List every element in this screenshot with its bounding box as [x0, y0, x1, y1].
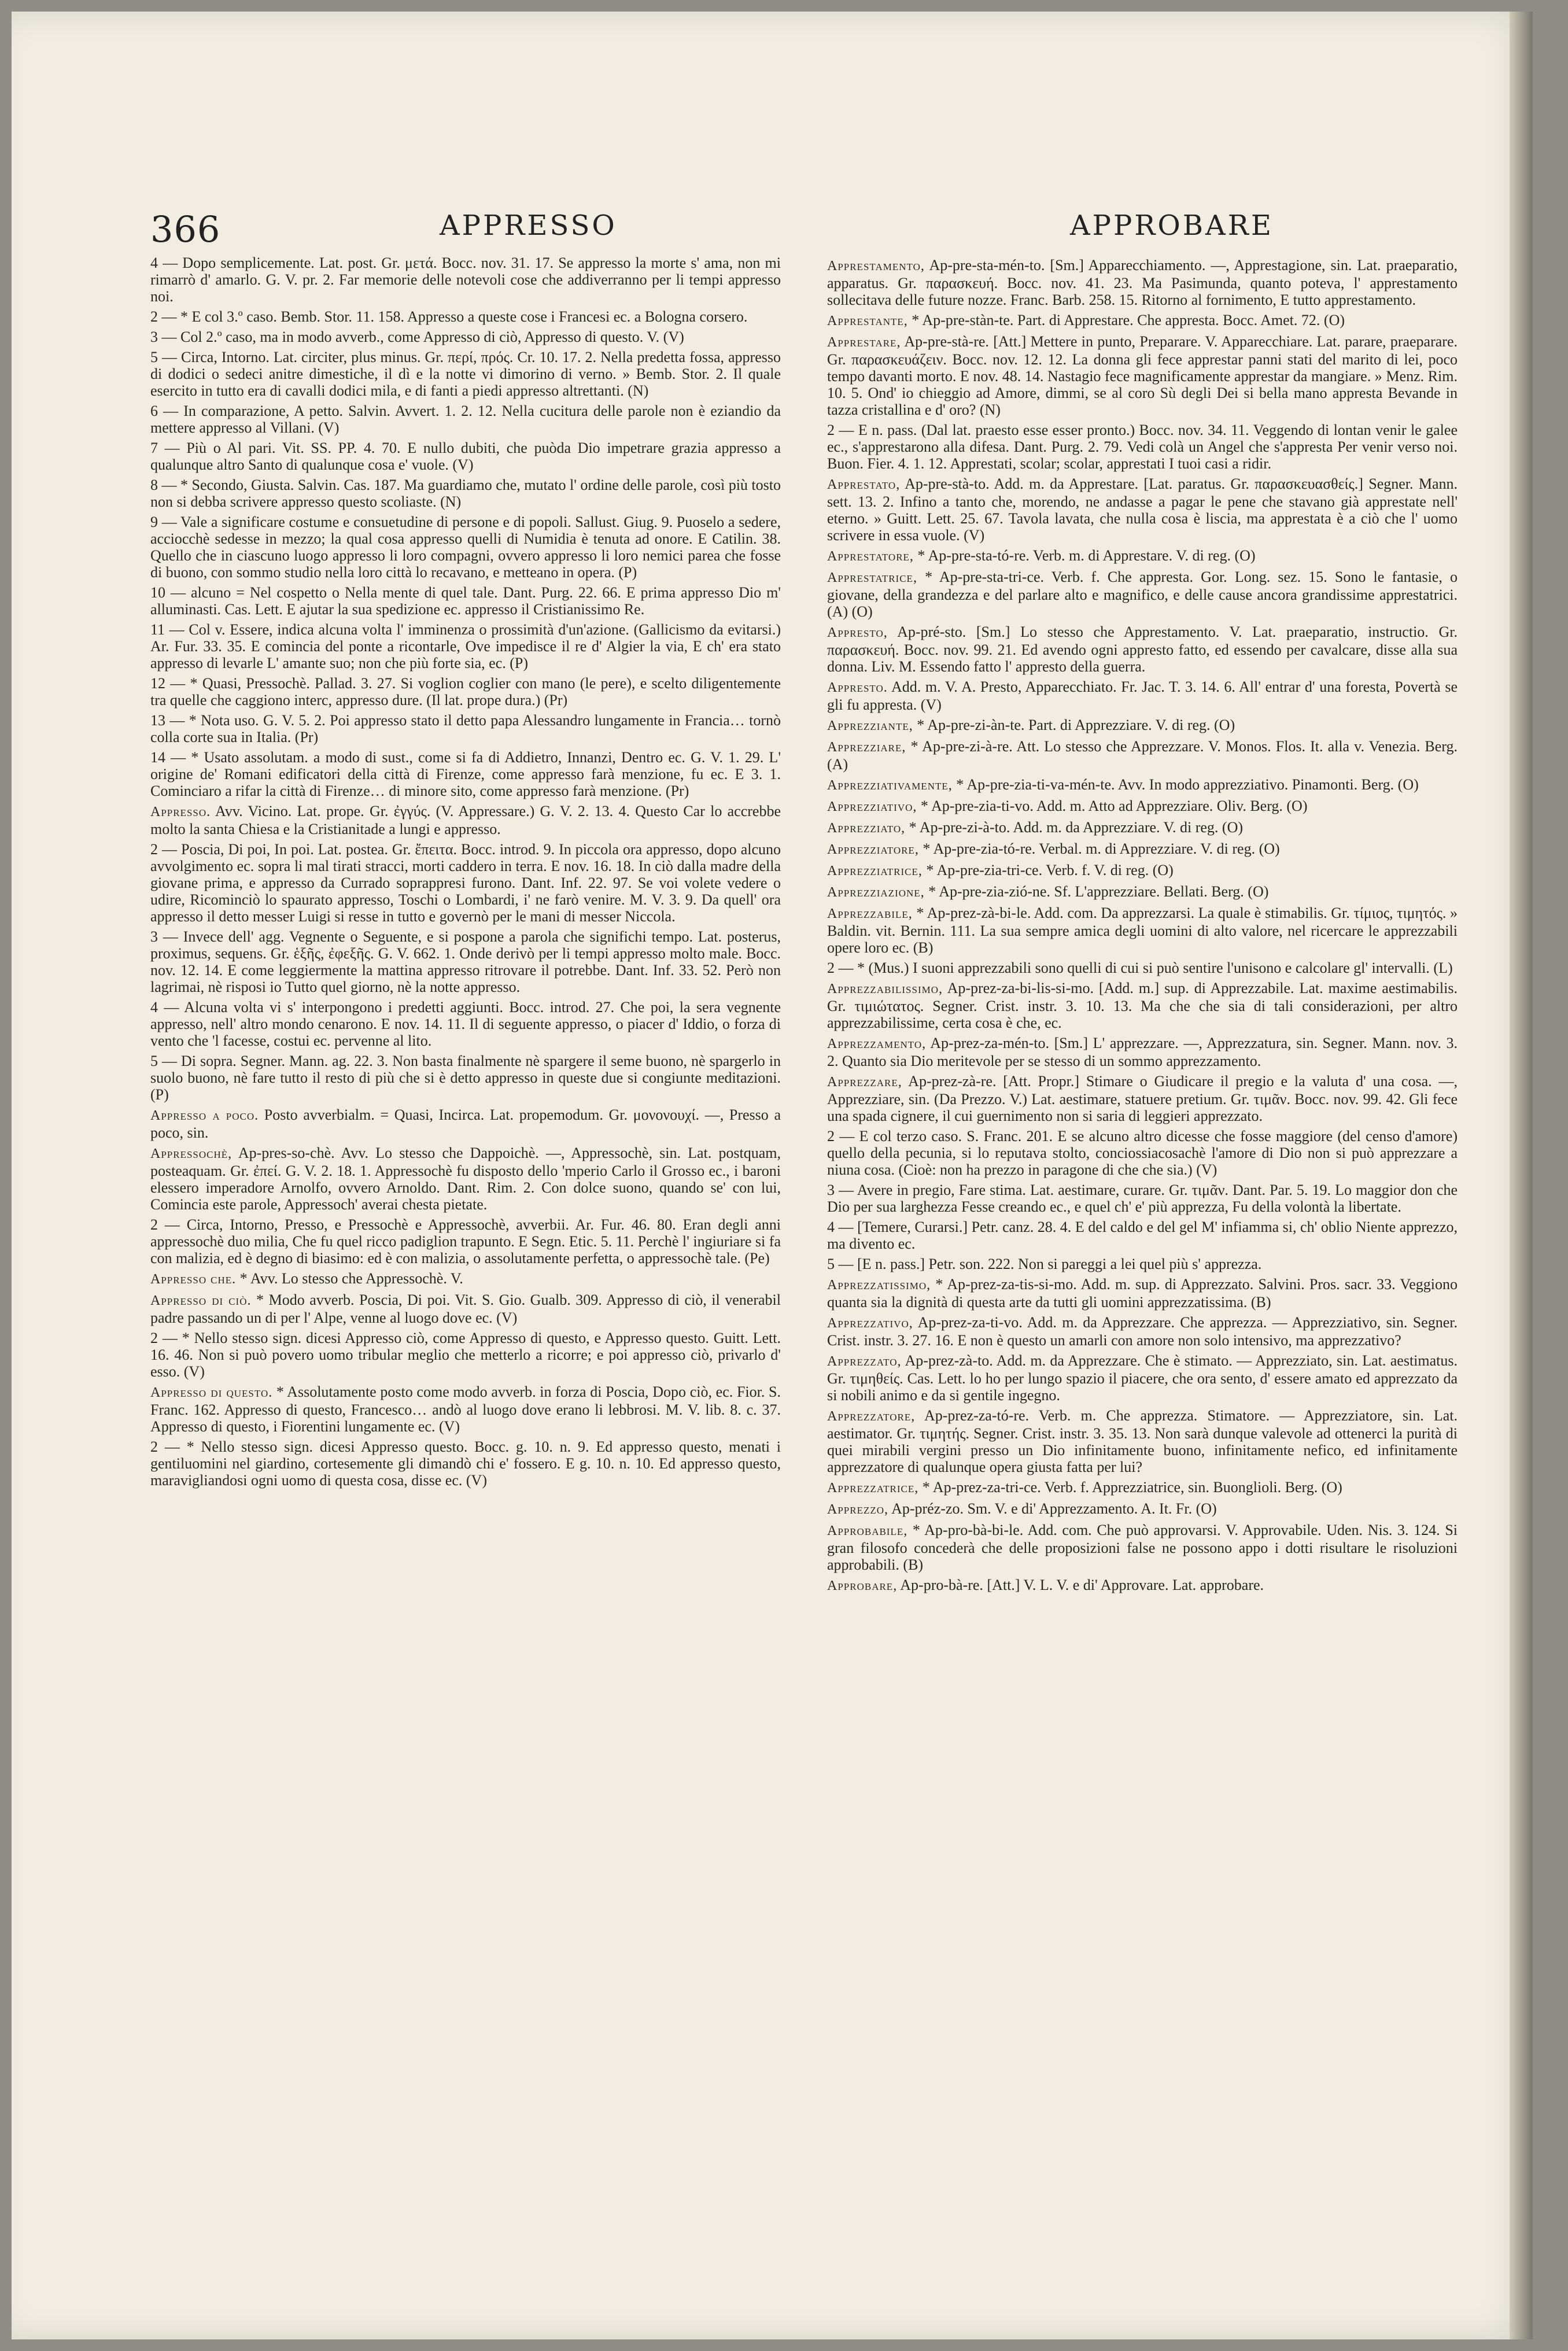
entry-headword: Appresso.: [150, 804, 211, 820]
dictionary-entry: [150, 675, 781, 708]
entry-text: * Modo avverb. Poscia, Di poi. Vit. S. Gio. Gualb. 309. Appresso di ciò, il venerabil padre passando un di per l' Alpe, venne al luogo dove ec. (V): [150, 1291, 781, 1326]
entry-text: * Assolutamente posto come modo avverb. in forza di Poscia, Dopo ciò, ec. Fior. S. Franc. 162. Appresso di questo, Francesco… andò al luogo dove erano li lebbrosi. M. V. lib. 8. c. 37. Appresso di questo, i Fiorentini lungamente ec. (V): [150, 1383, 781, 1435]
entry-text: * Avv. Lo stesso che Appressochè. V.: [239, 1270, 463, 1287]
dictionary-entry: [827, 475, 1458, 544]
entry-text: 6 — In comparazione, A petto. Salvin. Avvert. 1. 2. 12. Nella cucitura delle parole non è eziandio da mettere appresso al Villani. (V): [150, 403, 781, 436]
page-binding-shadow: [1510, 12, 1533, 2339]
entry-text: Posto avverbialm. = Quasi, Incirca. Lat. propemodum. Gr. μονονουχί. —, Presso a poco, sin.: [150, 1106, 781, 1141]
dictionary-entry: [827, 678, 1458, 713]
dictionary-entry: [150, 999, 781, 1049]
entry-text: 3 — Col 2.º caso, ma in modo avverb., come Appresso di ciò, Appresso di questo. V. (V): [150, 329, 684, 345]
dictionary-entry: [150, 1330, 781, 1380]
entry-text: 2 — Poscia, Di poi, In poi. Lat. postea. Gr. ἔπειτα. Bocc. introd. 9. In piccola ora appresso, dopo alcuno avvolgimento ec. sopra li mal tirati stracci, morti caddero in terra. E nov. 16. 18. In ciò dalla madre della giovane prima, e appresso da Currado soprappresi furono. Dant. Inf. 22. 97. Se voi volete vedere o udire, Ricominciò lo spaurato appresso, Toschi o Lombardi, i' ne farò venire. M. V. 3. 9. Da quell' ora appresso il detto messer Luigi si resse in tutto e governò per le mani di messer Niccola.: [150, 841, 781, 925]
entry-text: Ap-pre-sta-mén-to. [Sm.] Apparecchiamento. —, Apprestagione, sin. Lat. praeparatio, apparatus. Gr. παρασκευή. Bocc. nov. 41. 23. Ma Pasimunda, quanto poteva, l' apprestamento sollecitava delle future nozze. Franc. Barb. 258. 15. Ritorno al fornimento, E tutto apprestamento.: [827, 257, 1458, 308]
right-column: [827, 254, 1458, 2279]
entry-headword: Apprezziatore,: [827, 842, 919, 857]
entry-text: 8 — * Secondo, Giusta. Salvin. Cas. 187. Ma guardiamo che, mutato l' ordine delle parole, così più tosto non si debba scrivere appresso questo scoliaste. (N): [150, 477, 781, 510]
dictionary-entry: [827, 1479, 1458, 1497]
dictionary-entry: [827, 905, 1458, 956]
dictionary-entry: [827, 422, 1458, 472]
left-column: [150, 254, 781, 2279]
entry-headword: Apprezziatrice,: [827, 863, 923, 879]
entry-headword: Apprestare,: [827, 335, 901, 350]
dictionary-entry: [827, 623, 1458, 675]
dictionary-entry: [827, 1128, 1458, 1178]
page-number: 366: [150, 208, 221, 250]
entry-text: 2 — * (Mus.) I suoni apprezzabili sono quelli di cui si può sentire l'unisono e calcolare gl' intervalli. (L): [827, 959, 1453, 976]
dictionary-entry: [827, 1256, 1458, 1272]
dictionary-entry: [150, 440, 781, 473]
entry-headword: Appresso di ciò.: [150, 1293, 252, 1308]
dictionary-entry: [827, 1314, 1458, 1349]
dictionary-entry: [827, 1500, 1458, 1518]
entry-text: * Ap-pre-zia-ti-va-mén-te. Avv. In modo apprezziativo. Pinamonti. Berg. (O): [956, 776, 1419, 793]
entry-headword: Apprezziare,: [827, 740, 906, 755]
entry-headword: Apprezzo,: [827, 1502, 889, 1517]
entry-text: Ap-prez-za-tó-re. Verb. m. Che apprezza. Stimatore. — Apprezziatore, sin. Lat. aestimator. Gr. τιμητής. Segner. Crist. instr. 3. 35. 13. Non sarà dunque valevole ad ottenerci la purità di quei mirabili vergini presso un Dio infinitamente buono, infinitamente nefico, ed infinitamente apprezzatore di qualunque opera giusta fatta per lui?: [827, 1407, 1458, 1475]
dictionary-entry: [827, 862, 1458, 880]
entry-text: 5 — Di sopra. Segner. Mann. ag. 22. 3. Non basta finalmente nè spargere il seme buono, nè spargerlo in suolo buono, nè fare tutto il resto di più che si è detto appresso in queste due si congiunte meditazioni. (P): [150, 1053, 781, 1103]
text-columns: [150, 254, 1469, 2279]
dictionary-entry: [827, 738, 1458, 773]
entry-text: 4 — Dopo semplicemente. Lat. post. Gr. μετά. Bocc. nov. 31. 17. Se appresso la morte s' ama, non mi rimarrò d' amarlo. G. V. pr. 2. Far memorie delle notevoli cose che addiverranno per li tempi appresso noi.: [150, 254, 781, 305]
entry-headword: Appresso che.: [150, 1272, 237, 1287]
dictionary-entry: [827, 257, 1458, 308]
dictionary-entry: [150, 1270, 781, 1288]
dictionary-entry: [150, 1053, 781, 1103]
entry-headword: Apprezziativamente,: [827, 778, 953, 793]
dictionary-entry: [827, 980, 1458, 1031]
entry-text: 3 — Avere in pregio, Fare stima. Lat. aestimare, curare. Gr. τιμᾶν. Dant. Par. 5. 19. Lo maggior don che Dio per sua larghezza Fesse creando ec., e quel ch' e' più apprezza, Fu della volontà la libertate.: [827, 1182, 1458, 1215]
dictionary-entry: [827, 1352, 1458, 1404]
entry-headword: Approbabile,: [827, 1523, 908, 1538]
entry-text: Ap-prez-za-mén-to. [Sm.] L' apprezzare. —, Apprezzatura, sin. Segner. Mann. nov. 3. 2. Quanto sia Dio meritevole per se stesso di un sommo apprezzamento.: [827, 1035, 1458, 1069]
dictionary-entry: [150, 749, 781, 799]
dictionary-entry: [827, 1407, 1458, 1475]
dictionary-entry: [150, 584, 781, 618]
dictionary-entry: [827, 819, 1458, 837]
dictionary-entry: [150, 1383, 781, 1435]
running-headword-right: APPROBARE: [1070, 209, 1274, 242]
entry-text: Ap-prez-zà-to. Add. m. da Apprezzare. Che è stimato. — Apprezziato, sin. Lat. aestimatus. Gr. τιμηθείς. Cas. Lett. lo ho per lungo spazio il piacere, che ora sento, d' essere amato ed apprezzato da si nobili animo e da si gentile ingegno.: [827, 1352, 1458, 1404]
entry-text: 7 — Più o Al pari. Vit. SS. PP. 4. 70. E nullo dubiti, che puòda Dio impetrare grazia appresso a qualunque altro Santo di qualunque cosa e' vuole. (V): [150, 440, 781, 473]
entry-text: 2 — * Nello stesso sign. dicesi Appresso ciò, come Appresso di questo, e Appresso questo. Guitt. Lett. 16. 46. Non si può povero uomo tribular meglio che metterlo a ricorre; e poi appresso ciò, privarlo d' esso. (V): [150, 1330, 781, 1380]
entry-headword: Apprestamento,: [827, 259, 925, 274]
entry-text: 9 — Vale a significare costume e consuetudine di persone e di popoli. Sallust. Giug. 9. Puoselo a sedere, acciocchè sedesse in mezzo; la qual cosa appresso quelli di Numidia è tenuta ad onore. E Catilin. 38. Quello che in ciascuno luogo appresso li loro compagni, ovvero appresso li loro nemici parea che fosse di buono, con sommo studio nella loro città lo recavano, e metteano in opera. (P): [150, 514, 781, 581]
dictionary-entry: [150, 403, 781, 436]
entry-text: 4 — Alcuna volta vi s' interpongono i predetti aggiunti. Bocc. introd. 27. Che poi, la sera vegnente appresso, nell' altro mondo cenarono. E nov. 14. 11. Il di seguente appresso, o piacer d' Iddio, o forza di vento che 'l facesse, costui ec. pervenne al lito.: [150, 999, 781, 1049]
entry-text: Ap-pro-bà-re. [Att.] V. L. V. e di' Approvare. Lat. approbare.: [900, 1577, 1264, 1593]
entry-text: * Ap-pre-sta-tri-ce. Verb. f. Che appresta. Gor. Long. sez. 15. Sono le fantasie, o giovane, della grandezza e del parlare alto e magnifico, e delle cause ancora grandissime apprestatrici. (A) (O): [827, 569, 1458, 620]
dictionary-entry: [827, 1182, 1458, 1215]
entry-headword: Apprestante,: [827, 313, 908, 329]
dictionary-entry: [150, 349, 781, 399]
page-header: [150, 202, 1469, 260]
entry-text: Ap-pre-stà-to. Add. m. da Apprestare. [Lat. paratus. Gr. παρασκευασθείς.] Segner. Mann. sett. 13. 2. Infino a tanto che, morendo, ne andasse a pagar le pene che stavano già apprestate nell' eterno. » Guitt. Lett. 25. 67. Tavola lavata, che nulla cosa è liscia, ma apprestata è a ciò che l' uomo scrivere in essa vuole. (V): [827, 475, 1458, 544]
entry-headword: Apprezziante,: [827, 718, 913, 733]
entry-text: * Ap-pre-zia-tri-ce. Verb. f. V. di reg. (O): [926, 862, 1174, 879]
dictionary-entry: [150, 841, 781, 925]
entry-text: * Ap-pre-zia-tó-re. Verbal. m. di Apprezziare. V. di reg. (O): [923, 840, 1280, 857]
entry-text: * Ap-prez-za-tri-ce. Verb. f. Apprezziatrice, sin. Buonglioli. Berg. (O): [922, 1479, 1342, 1496]
dictionary-entry: [150, 308, 781, 325]
entry-headword: Apprezzabile,: [827, 906, 913, 921]
entry-text: 5 — Circa, Intorno. Lat. circiter, plus minus. Gr. περί, πρός. Cr. 10. 17. 2. Nella predetta fossa, appresso di dodici o sedeci anitre dimestiche, il dì e la notte vi dimorino di verno. » Bemb. Stor. 2. Il quale esercito in tutto era di cavalli dodici mila, e di fanti a piedi appresso altrettanti. (N): [150, 349, 781, 399]
dictionary-entry: [827, 717, 1458, 735]
entry-headword: Appresto.: [827, 680, 888, 695]
entry-headword: Apprezzato,: [827, 1354, 902, 1369]
entry-text: Ap-prez-za-ti-vo. Add. m. da Apprezzare. Che apprezza. — Apprezziativo, sin. Segner. Crist. instr. 3. 27. 16. E non è questo un amarli con amore non solo intensivo, ma apprezzativo?: [827, 1314, 1458, 1349]
entry-text: 10 — alcuno = Nel cospetto o Nella mente di quel tale. Dant. Purg. 22. 66. E prima appresso Dio m' alluminasti. Cas. Lett. E ajutar la sua spedizione ec. appresso il Cristianissimo Re.: [150, 584, 781, 618]
entry-text: Ap-préz-zo. Sm. V. e di' Apprezzamento. A. It. Fr. (O): [891, 1500, 1217, 1517]
entry-headword: Apprezziazione,: [827, 885, 925, 900]
dictionary-entry: [150, 477, 781, 510]
entry-text: 11 — Col v. Essere, indica alcuna volta l' imminenza o prossimità d'un'azione. (Gallicismo da evitarsi.) Ar. Fur. 33. 35. E comincia del ponte a ricontarle, Ove impedisce il re d' Algier la via, E ch' era stato appresso di levarle L' amante suo; non che più forte sia, ec. (P): [150, 621, 781, 671]
dictionary-entry: [150, 1106, 781, 1141]
dictionary-entry: [827, 1219, 1458, 1252]
dictionary-entry: [827, 569, 1458, 620]
dictionary-entry: [150, 1438, 781, 1489]
entry-text: * Ap-pre-sta-tó-re. Verb. m. di Apprestare. V. di reg. (O): [917, 547, 1256, 564]
dictionary-entry: [827, 1577, 1458, 1595]
entry-text: * Ap-pro-bà-bi-le. Add. com. Che può approvarsi. V. Approvabile. Uden. Nis. 3. 124. Si gran filosofo concederà che delle proposizioni false ne possono appo i dotti risultare le risoluzioni approbabili. (B): [827, 1522, 1458, 1573]
dictionary-entry: [827, 333, 1458, 418]
entry-text: 5 — [E n. pass.] Petr. son. 222. Non si pareggi a lei quel più s' apprezza.: [827, 1256, 1262, 1272]
entry-headword: Appressochè,: [150, 1146, 233, 1161]
dictionary-entry: [150, 254, 781, 305]
dictionary-entry: [827, 1035, 1458, 1069]
dictionary-entry: [827, 959, 1458, 976]
entry-headword: Appresso a poco.: [150, 1108, 259, 1123]
entry-text: 14 — * Usato assolutam. a modo di sust., come si fa di Addietro, Innanzi, Dentro ec. G. V. 1. 29. L' origine de' Romani edificatori della città di Firenze, come appresso farà menzione, fu ec. E 3. 1. Cominciaro a rifar la città di Firenze… di minore sito, come appresso farà menzione. (Pr): [150, 749, 781, 799]
entry-headword: Appresto,: [827, 625, 888, 640]
dictionary-entry: [150, 803, 781, 837]
entry-text: * Ap-pre-zi-àn-te. Part. di Apprezziare. V. di reg. (O): [917, 717, 1235, 733]
entry-text: Ap-prez-zà-re. [Att. Propr.] Stimare o Giudicare il pregio e la valuta d' una cosa. —, Apprezziare, sin. (Da Prezzo. V.) Lat. aestimare, statuere pretium. Gr. τιμᾶν. Bocc. nov. 99. 42. Gli fece una spada cignere, il cui guernimento non si saria di leggieri apprezzato.: [827, 1073, 1458, 1124]
dictionary-entry: [150, 1216, 781, 1267]
entry-text: 2 — Circa, Intorno, Presso, e Pressochè e Appressochè, avverbii. Ar. Fur. 46. 80. Eran degli anni appressochè duo milia, Che fu quel ricco padiglion trapunto. E Segn. Etic. 5. 11. Perchè l' ingiuriare si fa con malizia, ed è degno di biasimo: ed è con malizia, o assolutamente perfetta, o appressochè tale. (Pe): [150, 1216, 781, 1267]
entry-text: 2 — * Nello stesso sign. dicesi Appresso questo. Bocc. g. 10. n. 9. Ed appresso questo, menati i gentiluomini nel giardino, cortesemente gli dimandò chi e' fossero. E g. 10. n. 10. Ed appresso questo, maravigliandosi ogni uomo di questa cosa, disse ec. (V): [150, 1438, 781, 1489]
entry-headword: Apprezzatissimo,: [827, 1278, 931, 1293]
dictionary-page: [12, 12, 1533, 2339]
dictionary-entry: [827, 1073, 1458, 1124]
entry-headword: Apprezziato,: [827, 821, 906, 836]
entry-text: Add. m. V. A. Presto, Apparecchiato. Fr. Jac. T. 3. 14. 6. All' entrar d' una foresta, Povertà se gli fu appresta. (V): [827, 678, 1458, 713]
dictionary-entry: [827, 312, 1458, 330]
entry-headword: Approbare,: [827, 1578, 898, 1593]
dictionary-entry: [150, 1291, 781, 1326]
entry-headword: Apprezzabilissimo,: [827, 981, 943, 997]
entry-text: Ap-prez-za-bi-lis-si-mo. [Add. m.] sup. di Apprezzabile. Lat. maxime aestimabilis. Gr. τιμιώτατος. Segner. Crist. instr. 3. 10. 13. Ma che che sia di tali considerazioni, per altro apprezzabilissime, certa cosa è che, ec.: [827, 980, 1458, 1031]
entry-headword: Apprestatore,: [827, 549, 914, 564]
running-headword-left: APPRESSO: [440, 209, 617, 242]
dictionary-entry: [150, 1145, 781, 1213]
dictionary-entry: [150, 514, 781, 581]
entry-headword: Apprezzare,: [827, 1075, 902, 1090]
entry-text: * Ap-prez-za-tis-si-mo. Add. m. sup. di Apprezzato. Salvini. Pros. sacr. 33. Veggiono quanta sia la dignità di questa arte da tutti gli uomini apprezzatissima. (B): [827, 1276, 1458, 1311]
entry-text: 12 — * Quasi, Pressochè. Pallad. 3. 27. Si voglion coglier con mano (le pere), e scelto diligentemente tra quelle che caggiono interc, appresso dure. (Il lat. prope dura.) (Pr): [150, 675, 781, 708]
entry-text: Avv. Vicino. Lat. prope. Gr. ἐγγύς. (V. Appressare.) G. V. 2. 13. 4. Questo Car lo accrebbe molto la santa Chiesa e la Cristianitade a lungi e appresso.: [150, 803, 781, 837]
dictionary-entry: [150, 621, 781, 671]
entry-headword: Appresso di questo.: [150, 1385, 273, 1400]
entry-text: 3 — Invece dell' agg. Vegnente o Seguente, e si pospone a parola che significhi tempo. Lat. posterus, proximus, sequens. Gr. ἑξῆς, ἐφεξῆς. G. V. 662. 1. Onde derivò per li tempi appresso molto male. Bocc. nov. 12. 14. E come leggiermente la mattina appresso ritrovare il potrebbe. Dant. Inf. 33. 52. Però non lagrimai, nè risposi io Tutto quel giorno, nè la notte appresso.: [150, 928, 781, 995]
entry-headword: Apprezzatore,: [827, 1409, 916, 1424]
dictionary-entry: [827, 1522, 1458, 1573]
dictionary-entry: [150, 928, 781, 995]
entry-headword: Apprestato,: [827, 477, 901, 492]
entry-text: 2 — E col terzo caso. S. Franc. 201. E se alcuno altro dicesse che fosse maggiore (del censo d'amore) quello della pecunia, si lo reputava stolto, conciossiacosachè l'amore di Dio non si può apprezzare a niuna cosa. (Cioè: non ha prezzo in paragone di che che sia.) (V): [827, 1128, 1458, 1178]
dictionary-entry: [827, 798, 1458, 815]
dictionary-entry: [150, 712, 781, 745]
entry-text: * Ap-pre-zia-zió-ne. Sf. L'apprezziare. Bellati. Berg. (O): [928, 883, 1269, 900]
entry-text: * Ap-prez-zà-bi-le. Add. com. Da apprezzarsi. La quale è stimabilis. Gr. τίμιος, τιμητός. » Baldin. vit. Bernin. 111. La sua sempre amica degli uomini di alto valore, nel ricercare le apprezzabili opere loro ec. (B): [827, 905, 1458, 956]
dictionary-entry: [827, 840, 1458, 858]
dictionary-entry: [827, 547, 1458, 565]
entry-headword: Apprestatrice,: [827, 570, 917, 585]
entry-headword: Apprezzatrice,: [827, 1481, 919, 1496]
dictionary-entry: [150, 329, 781, 345]
entry-headword: Apprezzativo,: [827, 1316, 913, 1331]
entry-text: 2 — * E col 3.º caso. Bemb. Stor. 11. 158. Appresso a queste cose i Francesi ec. a Bologna corsero.: [150, 308, 748, 325]
entry-text: 2 — E n. pass. (Dal lat. praesto esse esser pronto.) Bocc. nov. 34. 11. Veggendo di lontan venir le galee ec., s'apprestarono alla difesa. Dant. Purg. 2. 79. Vedi colà un Angel che s'appresta Per venir verso noi. Buon. Fier. 4. 1. 12. Apprestati, scolar; scolar, apprestati I tuoi casi a ridir.: [827, 422, 1458, 472]
dictionary-entry: [827, 1276, 1458, 1311]
entry-text: * Ap-pre-zi-à-re. Att. Lo stesso che Apprezzare. V. Monos. Flos. It. alla v. Venezia. Berg. (A): [827, 738, 1458, 773]
entry-text: 4 — [Temere, Curarsi.] Petr. canz. 28. 4. E del caldo e del gel M' infiamma si, ch' oblio Niente apprezzo, ma divento ec.: [827, 1219, 1458, 1252]
entry-text: * Ap-pre-stàn-te. Part. di Apprestare. Che appresta. Bocc. Amet. 72. (O): [912, 312, 1345, 329]
dictionary-entry: [827, 776, 1458, 794]
entry-text: Ap-pré-sto. [Sm.] Lo stesso che Apprestamento. V. Lat. praeparatio, instructio. Gr. παρασκευή. Bocc. nov. 99. 21. Ed avendo ogni appresto fatto, ed essendo per cavalcare, disse alla sua donna. Liv. M. Essendo fatto l' appresto della guerra.: [827, 623, 1458, 675]
entry-text: * Ap-pre-zia-ti-vo. Add. m. Atto ad Apprezziare. Oliv. Berg. (O): [920, 798, 1308, 814]
entry-text: * Ap-pre-zi-à-to. Add. m. da Apprezziare. V. di reg. (O): [909, 819, 1243, 836]
entry-text: Ap-pre-stà-re. [Att.] Mettere in punto, Preparare. V. Apparecchiare. Lat. parare, praeparare. Gr. παρασκευάζειν. Bocc. nov. 12. 12. La donna gli fece apprestar panni stati del marito di lei, poco tempo davanti morto. E nov. 48. 14. Nastagio fece magnificamente apprestar da mangiare. » Menz. Rim. 10. 5. Ond' io chieggio ad Amore, dimmi, se al coro Sù degli Dei si bella mano appresta Bevande in tazza cristallina e d' oro? (N): [827, 333, 1458, 418]
dictionary-entry: [827, 883, 1458, 901]
entry-headword: Apprezzamento,: [827, 1036, 927, 1051]
entry-headword: Apprezziativo,: [827, 799, 917, 814]
entry-text: 13 — * Nota uso. G. V. 5. 2. Poi appresso stato il detto papa Alessandro lungamente in Francia… tornò colla corte sua in Italia. (Pr): [150, 712, 781, 745]
entry-text: Ap-pres-so-chè. Avv. Lo stesso che Dappoichè. —, Appressochè, sin. Lat. postquam, posteaquam. Gr. ἐπεί. G. V. 2. 18. 1. Appressochè fu disposto dello 'mperio Carlo il Grosso ec., i baroni elessero imperadore Arnolfo, ovvero Arnoldo. Dant. Rim. 2. Con dolce suono, quando se' con lui, Comincia este parole, Appressoch' averai chesta pietate.: [150, 1145, 781, 1213]
